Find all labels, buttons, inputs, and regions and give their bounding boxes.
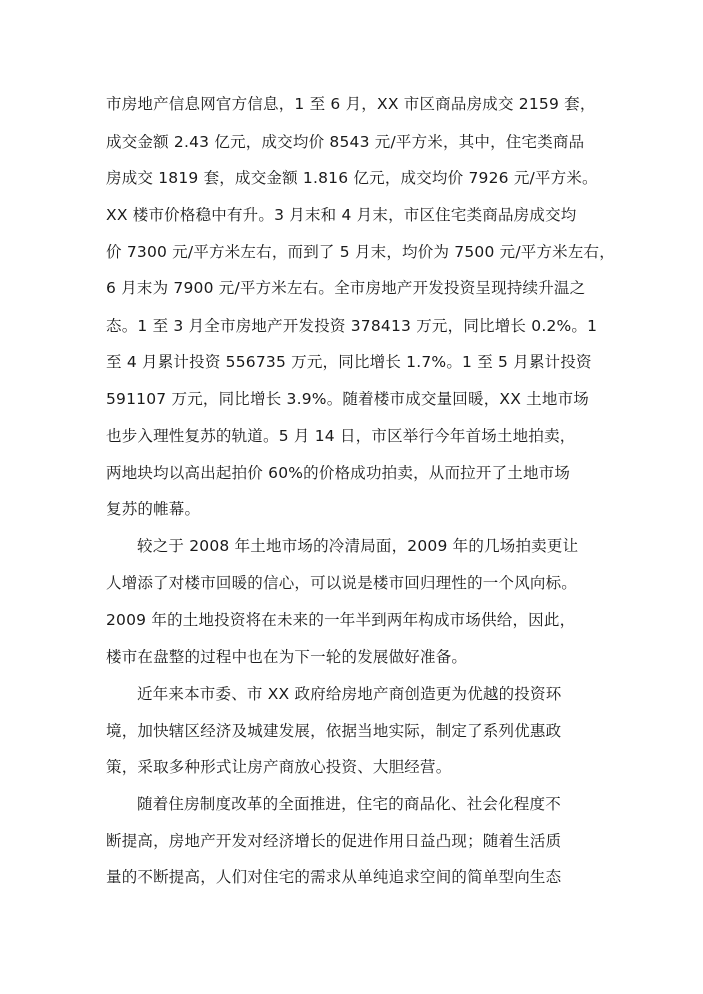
text-line: 量的不断提高，人们对住宅的需求从单纯追求空间的简单型向生态 (106, 868, 562, 886)
text-line: 态。1 至 3 月全市房地产开发投资 378413 万元，同比增长 0.2%。1 (106, 317, 598, 335)
text-line: 也步入理性复苏的轨道。5 月 14 日，市区举行今年首场土地拍卖， (106, 427, 576, 445)
text-line: 成交金额 2.43 亿元，成交均价 8543 元/平方米，其中，住宅类商品 (106, 133, 585, 151)
text-line: 复苏的帷幕。 (106, 500, 201, 518)
text-line: XX 楼市价格稳中有升。3 月末和 4 月末，市区住宅类商品房成交均 (106, 206, 577, 224)
text-line: 两地块均以高出起拍价 60%的价格成功拍卖，从而拉开了土地市场 (106, 464, 571, 482)
text-line: 人增添了对楼市回暖的信心，可以说是楼市回归理性的一个风向标。 (106, 574, 578, 592)
text-line: 近年来本市委、市 XX 政府给房地产商创造更为优越的投资环 (137, 685, 562, 703)
text-line: 房成交 1819 套，成交金额 1.816 亿元，成交均价 7926 元/平方米。 (106, 169, 598, 187)
text-line: 2009 年的土地投资将在未来的一年半到两年构成市场供给，因此， (106, 611, 576, 629)
text-line: 策，采取多种形式让房产商放心投资、大胆经营。 (106, 758, 452, 776)
text-line: 价 7300 元/平方米左右，而到了 5 月末，均价为 7500 元/平方米左右， (106, 243, 615, 261)
text-line: 6 月末为 7900 元/平方米左右。全市房地产开发投资呈现持续升温之 (106, 279, 586, 297)
text-line: 断提高，房地产开发对经济增长的促进作用日益凸现；随着生活质 (106, 832, 562, 850)
text-line: 市房地产信息网官方信息，1 至 6 月，XX 市区商品房成交 2159 套， (106, 95, 596, 113)
text-line: 随着住房制度改革的全面推进，住宅的商品化、社会化程度不 (137, 795, 561, 813)
text-line: 至 4 月累计投资 556735 万元，同比增长 1.7%。1 至 5 月累计投资 (106, 353, 592, 371)
text-line: 较之于 2008 年土地市场的冷清局面，2009 年的几场拍卖更让 (137, 537, 579, 555)
text-line: 境，加快辖区经济及城建发展，依据当地实际，制定了系列优惠政 (106, 722, 562, 740)
text-line: 591107 万元，同比增长 3.9%。随着楼市成交量回暖，XX 土地市场 (106, 390, 589, 408)
text-line: 楼市在盘整的过程中也在为下一轮的发展做好准备。 (106, 648, 468, 666)
